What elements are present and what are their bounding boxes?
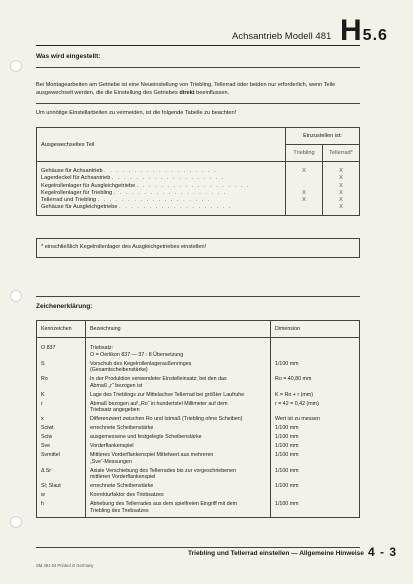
punch-hole-top (10, 60, 22, 72)
section-code (340, 14, 388, 48)
table-row: Kegelrollenlager für Triebling . . . . . . . . . . . . . . . . . . . X X (37, 190, 360, 197)
table-row: Sciw ausgemessene und festgelegte Scheibenstärke 1/100 mm (37, 434, 360, 443)
table-row: Svmittel Mittleres Vorderflankenspiel Mittelwert aus mehreren „Sve“-Messungen 1/100 mm (37, 452, 360, 468)
section-code-number: 5.6 (362, 27, 388, 44)
intro-paragraph-2: Um unnötige Einstellarbeiten zu vermeiden, ist die folgende Tabelle zu beachten! (36, 110, 237, 116)
col-header-group: Einzustellen ist: (286, 128, 360, 145)
col-header-a: Triebling (286, 145, 323, 162)
table-row: r Abmaß bezogen auf „Ro“ in hundertstel Millimeter auf dem Triebsatz angegeben r = 42 = 0,42 (mm) (37, 401, 360, 417)
table-row: Ro In der Produktion verwendeter Einstelleinsatz; bei den das Abmaß „r“ bezogen ist Ro = 40,80 mm (37, 376, 360, 392)
table-row: Kegelrollenlager für Ausgleichgetriebe . . . . . . . . . . . . . . . . . . . X (37, 183, 360, 190)
header-title: Achsantrieb Modell 481 (232, 31, 332, 42)
col-header-desc: Bezeichnung (86, 321, 271, 338)
intro-heading: Was wird eingestellt: (36, 53, 101, 60)
section-code-letter: H (340, 14, 361, 47)
section2-heading: Zeichenerklärung: (36, 303, 93, 310)
table-row: Gehäuse für Achsantrieb . . . . . . . . . . . . . . . . . . . X X (37, 162, 360, 176)
table-row: Gehäuse für Ausgleichgetriebe . . . . . . . . . . . . . . . . . . . X (37, 204, 360, 215)
table-row: K Lage des Trieblings zur Mittelachse Tellerrad bei größter Laufruhe K = Ro + r (mm) (37, 392, 360, 401)
table-row: x Differenzwert zwischen Ro und Istmaß (Triebling ohne Scheiben) Wert ist zu messen (37, 416, 360, 425)
table-row: S Vorschub des Kegelrollenlageraußenringes (Gesamtscheibenstärke) 1/100 mm (37, 361, 360, 377)
intro-paragraph-1: Bei Montagearbeiten am Getriebe ist eine Neueinstellung von Triebling, Tellerrad oder beiden nur erforderlich, wenn Teile ausgewechselt werden, die die Einstellung des Getriebes direkt beeinflussen. (36, 82, 336, 97)
table-row: Sve Vorderflankenspiel 1/100 mm (37, 443, 360, 452)
table-row: Sciwt errechnete Scheibenstärke 1/100 mm (37, 425, 360, 434)
page-number: 4 - 3 (368, 545, 398, 559)
table-row: Lagerdeckel für Achsantrieb . . . . . . . . . . . . . . . . . . . X (37, 175, 360, 182)
table-row: Δ Sr Axiale Verschiebung des Tellerrades bis zur vorgeschriebenen mittleren Vorderflankenspiel 1/100 mm (37, 468, 360, 484)
intro-rule-middle (36, 103, 360, 104)
symbol-table (36, 320, 360, 518)
col-header-dim: Dimension (271, 321, 360, 338)
header-rule (36, 45, 360, 46)
intro-rule-top (36, 67, 360, 68)
table-row: h Abhebung des Tellerrades aus dem spielfreien Eingriff mit dem Triebling des Triebsatzes 1/100 mm (37, 501, 360, 517)
table-row: Tellerrad und Triebling . . . . . . . . . . . . . . . . . . . X X (37, 197, 360, 204)
table-row: O 837 Triebsatz: O = Oerlikon 837 — 37 : 8 Übersetzung (37, 345, 360, 361)
col-header-part: Ausgewechseltes Teil (37, 128, 286, 162)
table-row: Sl; Slaut errechnete Scheibenstärke 1/100 mm (37, 483, 360, 492)
footnote-box: * einschließlich Kegelrollenlager des Ausgleichgetriebes einstellen! (36, 238, 360, 258)
col-header-symbol: Kennzeichen (37, 321, 86, 338)
footer-title: Triebling und Tellerrad einstellen — Allgemeine Hinweise (188, 550, 364, 557)
adjustment-table (36, 127, 360, 216)
col-header-b: Tellerrad* (323, 145, 360, 162)
footer-rule (36, 547, 360, 548)
print-note: SM 481 04 Printed in Germany (36, 563, 94, 568)
section2-rule (36, 296, 360, 297)
table-row: w Korrekturfaktor des Triebsatzes (37, 492, 360, 501)
punch-hole-middle (10, 290, 22, 302)
punch-hole-bottom (10, 516, 22, 528)
